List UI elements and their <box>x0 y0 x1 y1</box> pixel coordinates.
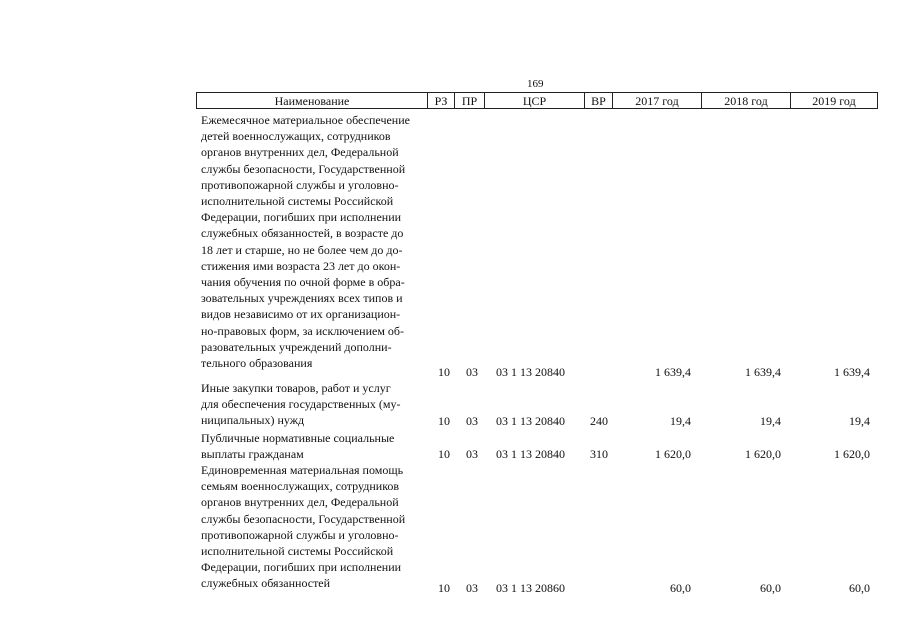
header-2019: 2019 год <box>812 94 856 108</box>
row-pr: 03 <box>466 365 478 379</box>
row-2018: 19,4 <box>760 414 781 428</box>
row-rz: 10 <box>438 365 450 379</box>
row-2019: 1 620,0 <box>834 447 870 461</box>
table-header <box>196 92 878 109</box>
row-2018: 60,0 <box>760 581 781 595</box>
row-2017: 60,0 <box>670 581 691 595</box>
row-pr: 03 <box>466 581 478 595</box>
row-2018: 1 639,4 <box>745 365 781 379</box>
row-2019: 19,4 <box>849 414 870 428</box>
row-2019: 60,0 <box>849 581 870 595</box>
row-2017: 1 639,4 <box>655 365 691 379</box>
header-vr: ВР <box>585 93 613 108</box>
row-csr: 03 1 13 20860 <box>496 581 565 595</box>
header-pr: ПР <box>455 93 485 108</box>
row-name: Ежемесячное материальное обеспечение детей военнослужащих, сотрудников органов внутренних дел, Федеральной службы безопасности, Государственной противопожарной службы и уголовно- исполнительной системы Российской Федерации, погибших при исполнении служебных обязанностей, в возрасте до 18 лет и старше, но не более чем до до- стижения ими возраста 23 лет до окон- чания обучения по очной форме в обра- зовательных учреждениях всех типов и видов независимо от их организацион- но-правовых форм, за исключением об- разовательных учреждений дополни- тельного образования <box>201 113 410 371</box>
row-vr: 240 <box>590 414 608 428</box>
header-name: Наименование <box>197 93 428 108</box>
row-csr: 03 1 13 20840 <box>496 365 565 379</box>
page-number: 169 <box>527 78 544 90</box>
header-2018: 2018 год <box>702 93 791 108</box>
row-name: Иные закупки товаров, работ и услуг для обеспечения государственных (му- ниципальных) нужд <box>201 381 401 428</box>
row-csr: 03 1 13 20840 <box>496 447 565 461</box>
row-pr: 03 <box>466 447 478 461</box>
row-name: Единовременная материальная помощь семьям военнослужащих, сотрудников органов внутренних дел, Федеральной службы безопасности, Государственной противопожарной службы и уголовно- исполнительной системы Российской Федерации, погибших при исполнении служебных обязанностей <box>201 463 406 591</box>
header-2017: 2017 год <box>613 93 702 108</box>
row-2018: 1 620,0 <box>745 447 781 461</box>
row-2017: 19,4 <box>670 414 691 428</box>
row-vr: 310 <box>590 447 608 461</box>
row-rz: 10 <box>438 447 450 461</box>
row-2017: 1 620,0 <box>655 447 691 461</box>
header-csr: ЦСР <box>485 93 585 108</box>
row-2019: 1 639,4 <box>834 365 870 379</box>
row-rz: 10 <box>438 414 450 428</box>
row-csr: 03 1 13 20840 <box>496 414 565 428</box>
row-name: Публичные нормативные социальные выплаты гражданам <box>201 431 395 462</box>
header-rz: РЗ <box>428 93 455 108</box>
row-pr: 03 <box>466 414 478 428</box>
row-rz: 10 <box>438 581 450 595</box>
